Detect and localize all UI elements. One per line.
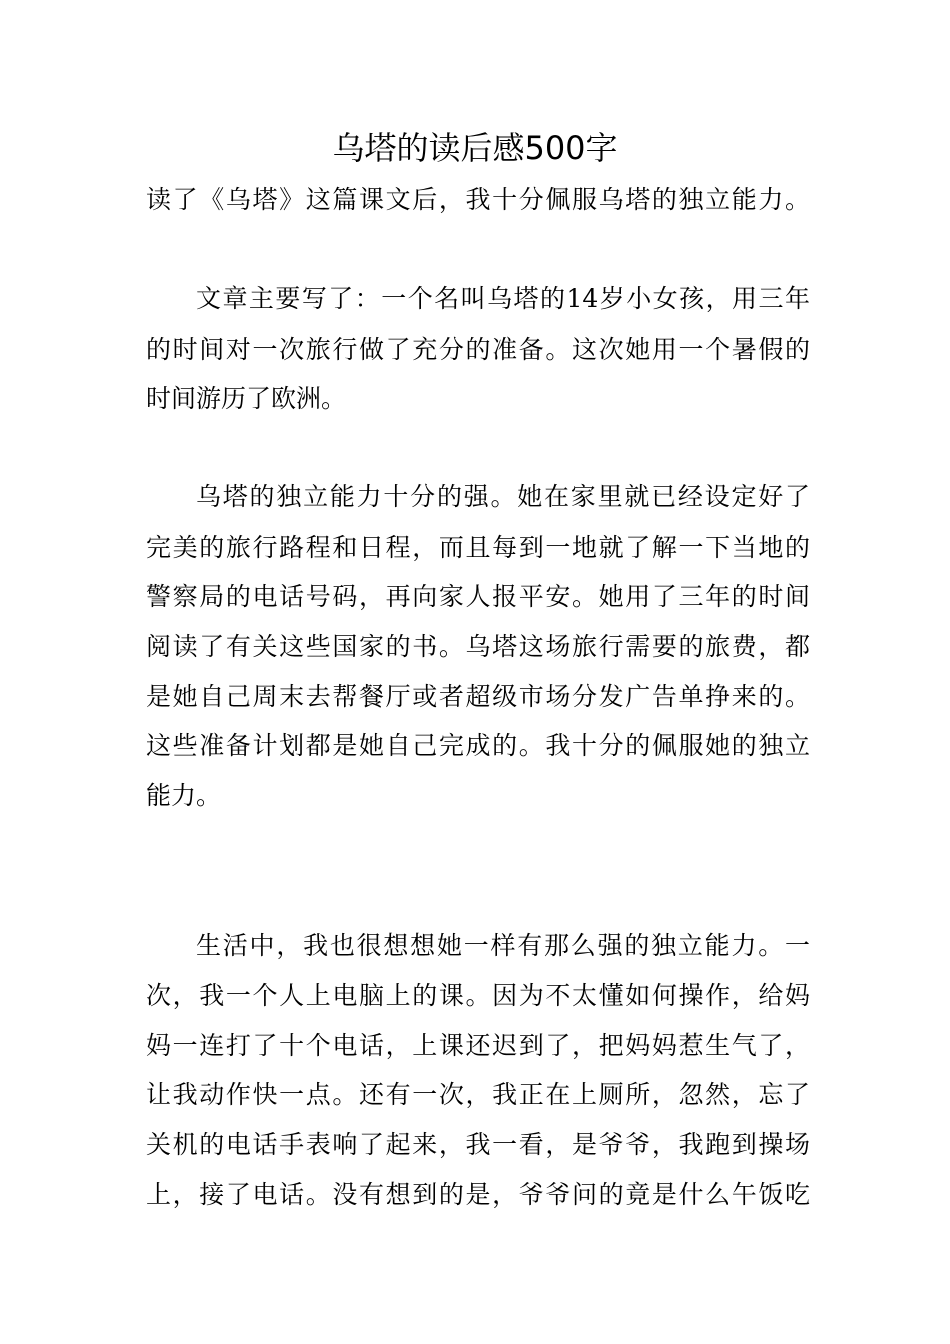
text-line: 上，接了电话。没有想到的是，爷爷问的竟是什么午饭吃 [146,1180,810,1209]
document-title: 乌塔的读后感500字 [332,129,618,167]
text-line: 警察局的电话号码，再向家人报平安。她用了三年的时间 [146,582,810,611]
text-line: 阅读了有关这些国家的书。乌塔这场旅行需要的旅费，都 [146,632,810,661]
text-line: 这些准备计划都是她自己完成的。我十分的佩服她的独立 [146,731,810,760]
text-line: 能力。 [146,781,222,810]
text-line: 时间游历了欧洲。 [146,384,347,413]
text-line: 妈一连打了十个电话，上课还迟到了，把妈妈惹生气了， [146,1031,810,1060]
text-line: 的时间对一次旅行做了充分的准备。这次她用一个暑假的 [146,335,810,364]
text-line: 关机的电话手表响了起来，我一看，是爷爷，我跑到操场 [146,1130,810,1159]
text-line: 文章主要写了：一个名叫乌塔的14岁小女孩，用三年 [196,284,810,313]
text-line: 让我动作快一点。还有一次，我正在上厕所，忽然，忘了 [146,1080,810,1109]
text-line: 次，我一个人上电脑上的课。因为不太懂如何操作，给妈 [146,981,810,1010]
text-line: 读了《乌塔》这篇课文后，我十分佩服乌塔的独立能力。 [146,185,810,214]
text-line: 是她自己周末去帮餐厅或者超级市场分发广告单挣来的。 [146,682,810,711]
text-line: 生活中，我也很想想她一样有那么强的独立能力。一 [196,931,810,960]
text-line: 乌塔的独立能力十分的强。她在家里就已经设定好了 [196,482,810,511]
text-line: 完美的旅行路程和日程，而且每到一地就了解一下当地的 [146,533,810,562]
